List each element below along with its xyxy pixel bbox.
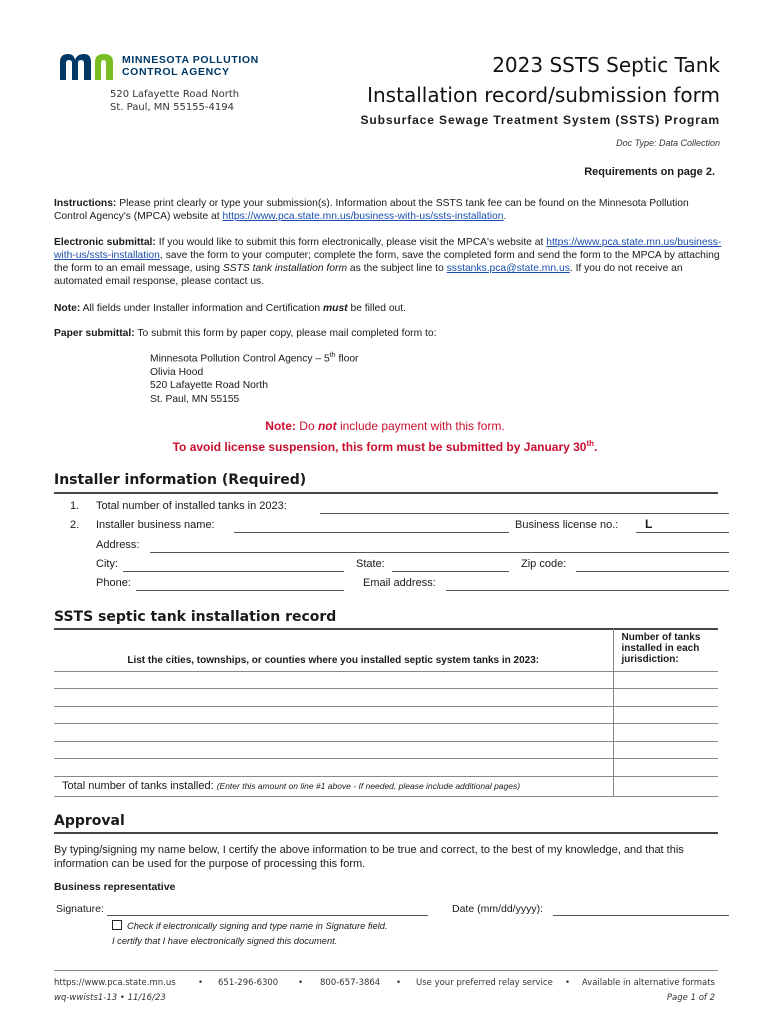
tank-count-cell[interactable]: [613, 671, 718, 689]
e-sign-label: Check if electronically signing and type name in Signature field.: [127, 921, 388, 931]
address-field[interactable]: [150, 540, 729, 553]
item-number-2: 2.: [70, 519, 80, 531]
record-heading: SSTS septic tank installation record: [54, 609, 337, 625]
e-sign-row: [112, 920, 387, 931]
city-label: City:: [96, 558, 118, 570]
footer-bullet: •: [198, 978, 204, 988]
electronic-submittal-paragraph: [54, 236, 724, 288]
table-row: [54, 759, 718, 777]
electronic-label: Electronic submittal:: [54, 237, 156, 248]
zip-field[interactable]: [576, 559, 729, 572]
e-sign-certify: I certify that I have electronically signed this document.: [112, 936, 338, 946]
footer-website[interactable]: https://www.pca.state.mn.us: [54, 978, 176, 988]
instructions-end: .: [503, 211, 507, 222]
footer-page-number: Page 1 of 2: [666, 993, 715, 1003]
tank-count-cell[interactable]: [613, 759, 718, 777]
note-must: must: [323, 303, 348, 314]
table-row: [54, 706, 718, 724]
total-tanks-installed-label: Total number of tanks installed:: [62, 780, 214, 792]
email-field[interactable]: [446, 578, 729, 591]
mail-line2: Olivia Hood: [150, 366, 204, 378]
date-field[interactable]: [553, 903, 729, 916]
license-prefix: L: [645, 517, 653, 531]
mail-line1a: Minnesota Pollution Control Agency – 5: [150, 353, 330, 365]
signature-field[interactable]: [107, 903, 428, 916]
footer-bullet: •: [565, 978, 571, 988]
address-line1: 520 Lafayette Road North: [110, 89, 240, 100]
jurisdiction-cell[interactable]: [54, 724, 613, 742]
agency-name-line2: CONTROL AGENCY: [122, 66, 230, 78]
title-line1: 2023 SSTS Septic Tank: [492, 53, 720, 77]
electronic-text2: , save the form to your computer; complete the form, save the completed form and send the form to the MPCA by attaching the form to an email message, using: [54, 250, 720, 274]
table-header-row: [54, 628, 718, 671]
footer-phone2: 800-657-3864: [320, 978, 381, 988]
total-tanks-value-cell[interactable]: [613, 776, 718, 796]
jurisdiction-cell[interactable]: [54, 741, 613, 759]
deadline-end: .: [594, 440, 598, 454]
footer-bullet: •: [298, 978, 304, 988]
title-line2: Installation record/submission form: [367, 83, 720, 107]
total-tanks-note: (Enter this amount on line #1 above - If needed, please include additional pages): [216, 781, 521, 791]
deadline-warning: [0, 439, 770, 454]
approval-divider: [54, 832, 718, 834]
electronic-text4: . If you do not receive an automated email response, please contact us.: [54, 263, 683, 287]
form-title: [367, 50, 720, 110]
installer-heading: Installer information (Required): [54, 472, 307, 488]
footer-alt-formats: Available in alternative formats: [581, 978, 715, 988]
total-tanks-label: Total number of installed tanks in 2023:: [96, 500, 287, 512]
electronic-text3: as the subject line to: [347, 263, 447, 274]
ssts-installation-link[interactable]: https://www.pca.state.mn.us/business-with-us/ssts-installation: [222, 211, 504, 222]
instructions-paragraph: [54, 197, 724, 223]
jurisdiction-cell[interactable]: [54, 689, 613, 707]
tank-count-cell[interactable]: [613, 724, 718, 742]
jurisdiction-cell[interactable]: [54, 759, 613, 777]
tank-count-cell[interactable]: [613, 689, 718, 707]
footer-relay: Use your preferred relay service: [416, 978, 553, 988]
address-line2: St. Paul, MN 55155-4194: [110, 102, 234, 113]
footer-divider: [54, 970, 718, 971]
table-row: [54, 671, 718, 689]
jurisdiction-cell[interactable]: [54, 671, 613, 689]
note-text2: be filled out.: [347, 303, 406, 314]
payment-note: [0, 419, 770, 433]
total-tanks-cell: [54, 776, 613, 796]
business-name-label: Installer business name:: [96, 519, 215, 531]
mailing-address: [150, 349, 358, 406]
installer-divider: [54, 492, 718, 494]
mail-line4: St. Paul, MN 55155: [150, 393, 240, 405]
jurisdiction-header: List the cities, townships, or counties where you installed septic system tanks in 2023:: [54, 628, 613, 671]
electronic-text1: If you would like to submit this form electronically, please visit the MPCA's website at: [158, 237, 547, 248]
total-tanks-field[interactable]: [320, 501, 729, 514]
table-row: [54, 724, 718, 742]
mail-line1b: floor: [335, 353, 359, 365]
payment-note-not: not: [317, 419, 337, 433]
footer-phone1: 651-296-6300: [218, 978, 279, 988]
electronic-ssts-link[interactable]: https://www.pca.state.mn.us/business-with-us/ssts-installation: [54, 237, 722, 261]
installation-record-table: [54, 628, 718, 797]
approval-heading: Approval: [54, 813, 125, 829]
ssstanks-email-link[interactable]: ssstanks.pca@state.mn.us: [446, 263, 570, 274]
note-label: Note:: [54, 303, 81, 314]
total-row: [54, 776, 718, 796]
city-field[interactable]: [123, 559, 344, 572]
mpca-logo-mark: [60, 54, 116, 80]
payment-note-label: Note:: [265, 419, 296, 433]
business-license-label: Business license no.:: [515, 519, 619, 531]
agency-name-line1: MINNESOTA POLLUTION: [122, 54, 259, 66]
business-representative-label: Business representative: [54, 881, 176, 893]
electronic-subject: SSTS tank installation form: [222, 263, 348, 274]
address-label: Address:: [96, 539, 140, 551]
state-label: State:: [356, 558, 385, 570]
instructions-label: Instructions:: [54, 198, 117, 209]
tank-count-cell[interactable]: [613, 741, 718, 759]
phone-field[interactable]: [136, 578, 344, 591]
mail-line3: 520 Lafayette Road North: [150, 380, 268, 392]
item-number-1: 1.: [70, 500, 80, 512]
doc-type: Doc Type: Data Collection: [616, 138, 720, 148]
state-field[interactable]: [392, 559, 509, 572]
instructions-text: Please print clearly or type your submission(s). Information about the SSTS tank fee can be found on the Minnesota Pollution Control Agency's (MPCA) website at: [54, 198, 689, 222]
paper-submittal-paragraph: [54, 327, 724, 340]
email-label: Email address:: [363, 577, 436, 589]
date-label: Date (mm/dd/yyyy):: [452, 903, 544, 915]
business-name-field[interactable]: [234, 520, 509, 533]
tank-count-header: Number of tanks installed in each jurisdiction:: [613, 628, 718, 671]
payment-note-b: include payment with this form.: [336, 419, 505, 433]
tank-count-cell[interactable]: [613, 706, 718, 724]
footer-doc-code: wq-wwists1-13 • 11/16/23: [54, 993, 166, 1003]
payment-note-a: Do: [295, 419, 318, 433]
e-sign-checkbox[interactable]: [112, 920, 122, 930]
approval-text: By typing/signing my name below, I certify the above information to be true and correct, to the best of my knowledge, and that this information can be used for the purpose of processing this form.: [54, 844, 684, 870]
mail-line1-sup: th: [329, 352, 336, 359]
signature-label: Signature:: [56, 903, 104, 915]
zip-label: Zip code:: [521, 558, 567, 570]
paper-text: To submit this form by paper copy, please mail completed form to:: [137, 328, 437, 339]
footer-bullet: •: [396, 978, 402, 988]
program-subtitle: Subsurface Sewage Treatment System (SSTS) Program: [360, 113, 720, 127]
table-row: [54, 741, 718, 759]
deadline-sup: th: [586, 439, 595, 448]
deadline-text: To avoid license suspension, this form must be submitted by January 30: [172, 440, 587, 454]
paper-label: Paper submittal:: [54, 328, 135, 339]
note-paragraph: [54, 302, 724, 315]
requirements-note: Requirements on page 2.: [584, 166, 715, 178]
agency-address: [110, 88, 239, 114]
jurisdiction-cell[interactable]: [54, 706, 613, 724]
table-row: [54, 689, 718, 707]
note-text1: All fields under Installer information and Certification: [82, 303, 323, 314]
phone-label: Phone:: [96, 577, 131, 589]
